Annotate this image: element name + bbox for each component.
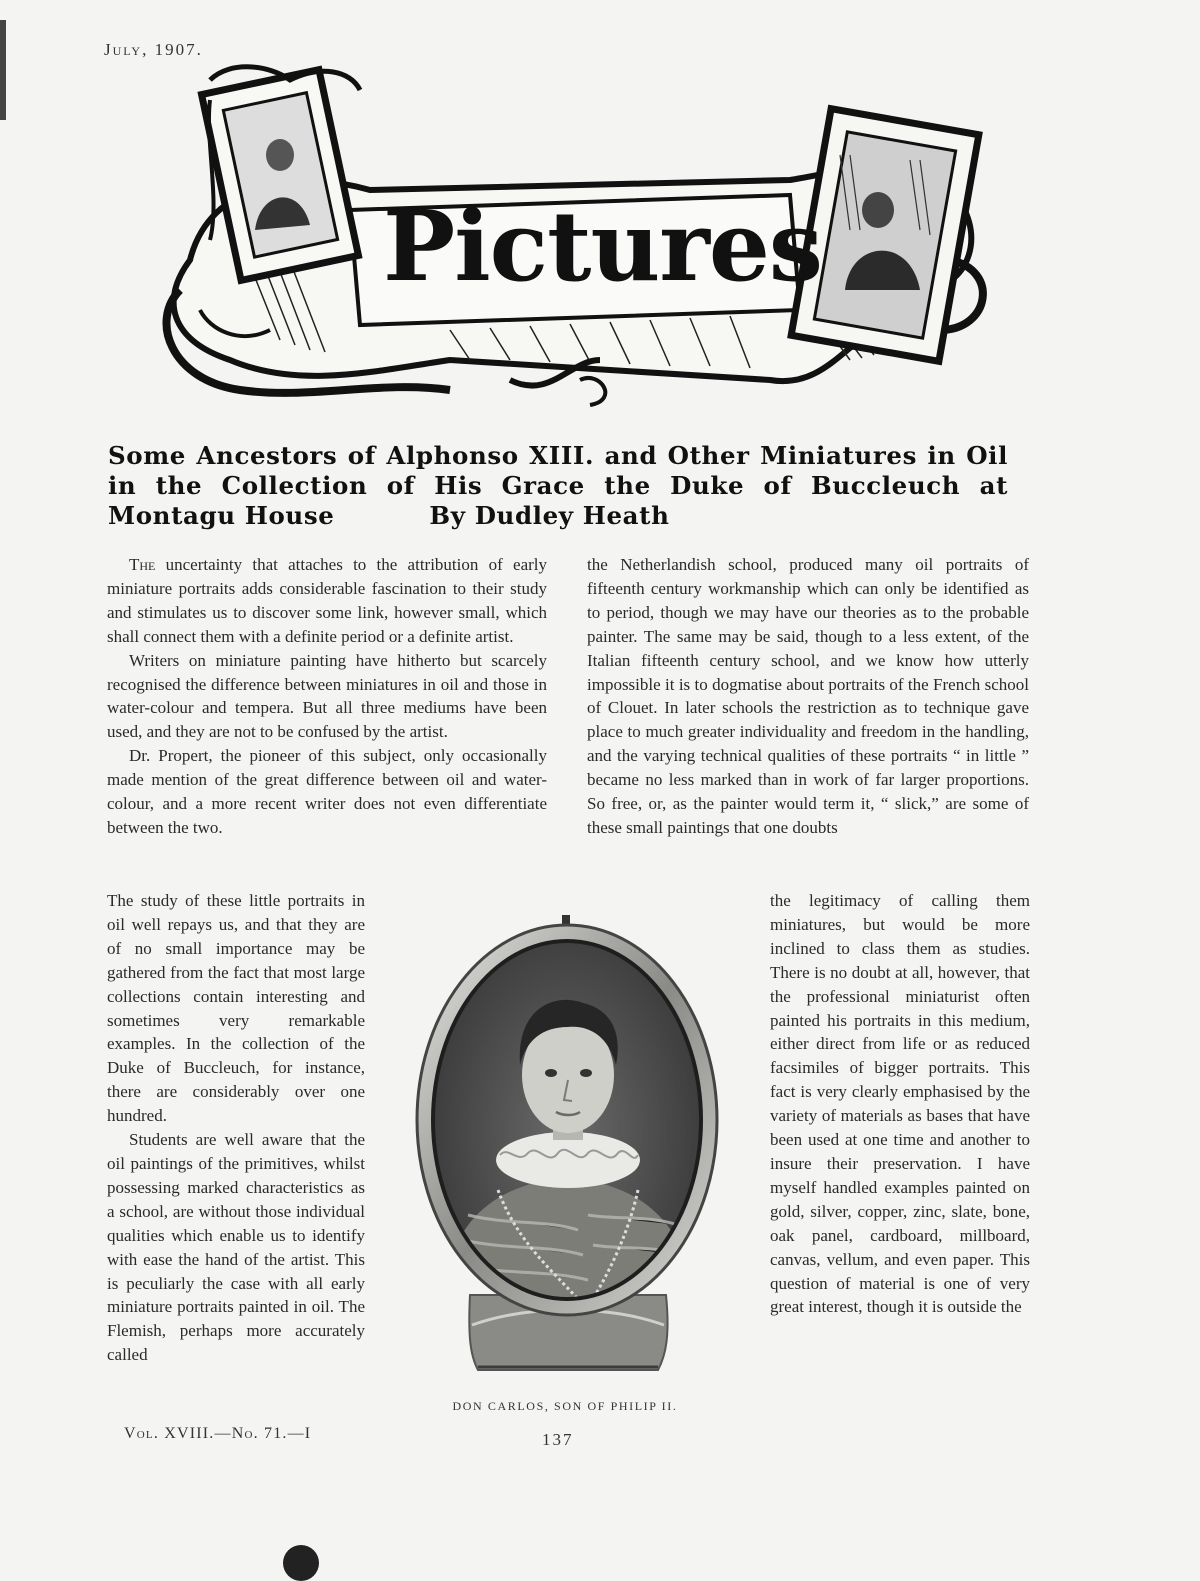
right-column-top (587, 553, 1029, 840)
left-column-narrow (107, 889, 365, 1367)
right-column-narrow (770, 889, 1030, 1319)
issue-date: July, 1907. (104, 40, 203, 59)
byline: By Dudley Heath (429, 501, 670, 530)
miniature-portrait (408, 915, 726, 1395)
paragraph-1-lead: The (129, 555, 156, 574)
page-edge-mark (0, 20, 6, 120)
article-headline (108, 441, 1008, 531)
headline-text: Some Ancestors of Alphonso XIII. and Other Miniatures in Oil in the Collection of His Grace the Duke of Buccleuch at Montagu House (108, 441, 1008, 530)
pictures-banner (150, 60, 1010, 420)
paragraph-3: Dr. Propert, the pioneer of this subject, only occasionally made mention of the great difference between oil and water-colour, and a more recent writer does not even differentiate between the two. (107, 746, 547, 837)
paragraph-4: Students are well aware that the oil paintings of the primitives, whilst possessing marked characteristics as a school, are without those individual qualities which enable us to identify with ease the hand of the artist. This is peculiarly the case with all early miniature portraits painted in oil. The Flemish, perhaps more accurately called (107, 1130, 365, 1365)
paragraph-3-continued: The study of these little portraits in oil well repays us, and that they are of no small importance may be gathered from the fact that most large collections contain interesting and sometimes very remarkable examples. In the collection of the Duke of Buccleuch, for instance, there are considerably over one hundred. (107, 891, 365, 1126)
left-column-top (107, 553, 547, 840)
banner-title: Pictures (383, 190, 822, 303)
portrait-caption: DON CARLOS, SON OF PHILIP II. (452, 1399, 678, 1413)
paragraph-1 (107, 553, 547, 649)
right-column-text: the Netherlandish school, produced many oil portraits of fifteenth century workmanship which can only be identified as to period, though we may have our theories as to the probable painter. The same may be said, though to a less extent, of the Italian fifteenth century school, and we know how utterly impossible it is to dogmatise about portraits of the French school of Clouet. In later schools the restriction as to technique gave place to much greater individuality and freedom in the handling, and the varying technical qualities of these portraits “ in little ” became no less marked than in work of far larger proportions. So free, or, as the painter would term it, “ slick,” are some of these small paintings that one doubts (587, 555, 1029, 837)
paragraph-2: Writers on miniature painting have hitherto but scarcely recognised the difference between miniatures in oil and those in water-colour and tempera. But all three mediums have been used, and they are not to be confused by the artist. (107, 650, 547, 742)
page-number: 137 (542, 1430, 574, 1449)
ink-blot (283, 1545, 319, 1581)
paragraph-1-text: uncertainty that attaches to the attribution of early miniature portraits adds considerable fascination to their study and stimulates us to discover some link, however small, which shall connect them with a definite period or a definite artist. (107, 555, 547, 646)
right-narrow-text: the legitimacy of calling them miniatures, but would be more inclined to class them as studies. There is no doubt at all, however, that the professional miniaturist often painted his portraits in this medium, either direct from life or as reduced facsimiles of bigger portraits. This fact is very clearly emphasised by the variety of materials as bases that have been used at one time and another to insure their preservation. I have myself handled examples painted on gold, silver, copper, zinc, slate, bone, oak panel, cardboard, millboard, canvas, vellum, and even paper. This question of material is one of very great interest, though it is outside the (770, 891, 1030, 1317)
volume-number: Vol. XVIII.—No. 71.—I (124, 1425, 312, 1442)
